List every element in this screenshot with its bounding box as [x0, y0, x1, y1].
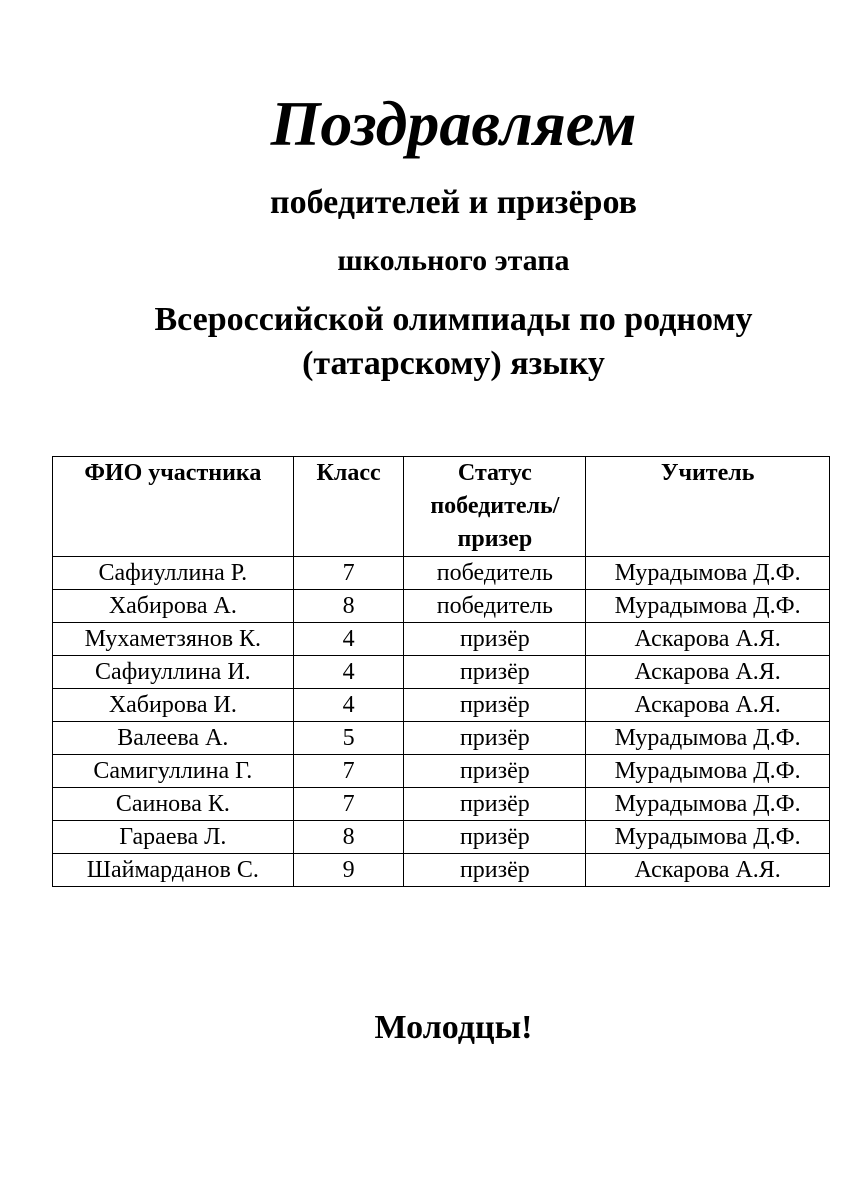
footer-congrats: Молодцы!: [374, 1009, 533, 1046]
header-status-line1: Статус: [457, 460, 532, 486]
table-row: [53, 854, 830, 887]
cell-name: Сафиуллина И.: [53, 656, 294, 689]
cell-teacher: Аскарова А.Я.: [586, 623, 830, 656]
header-teacher: Учитель: [586, 457, 830, 557]
cell-grade: 5: [293, 722, 404, 755]
cell-name: Шаймарданов С.: [53, 854, 294, 887]
cell-status: победитель: [404, 590, 586, 623]
results-table-header: [53, 457, 830, 557]
cell-grade: 8: [293, 590, 404, 623]
cell-status: призёр: [404, 854, 586, 887]
table-row: [53, 557, 830, 590]
header-name: ФИО участника: [53, 457, 294, 557]
cell-name: Саинова К.: [53, 788, 294, 821]
cell-teacher: Мурадымова Д.Ф.: [586, 590, 830, 623]
cell-teacher: Аскарова А.Я.: [586, 689, 830, 722]
cell-grade: 8: [293, 821, 404, 854]
cell-name: Самигуллина Г.: [53, 755, 294, 788]
cell-teacher: Мурадымова Д.Ф.: [586, 557, 830, 590]
cell-teacher: Аскарова А.Я.: [586, 656, 830, 689]
cell-status: призёр: [404, 623, 586, 656]
subtitle-language: (татарскому) языку: [302, 345, 605, 382]
cell-status: призёр: [404, 689, 586, 722]
subtitle-winners: победителей и призёров: [270, 184, 637, 221]
cell-grade: 4: [293, 656, 404, 689]
cell-grade: 7: [293, 755, 404, 788]
cell-grade: 7: [293, 788, 404, 821]
table-row: [53, 755, 830, 788]
page-title: Поздравляем: [270, 88, 637, 159]
cell-teacher: Аскарова А.Я.: [586, 854, 830, 887]
table-row: [53, 656, 830, 689]
header-row: [53, 457, 830, 557]
cell-teacher: Мурадымова Д.Ф.: [586, 755, 830, 788]
cell-name: Мухаметзянов К.: [53, 623, 294, 656]
cell-status: призёр: [404, 722, 586, 755]
cell-teacher: Мурадымова Д.Ф.: [586, 788, 830, 821]
cell-status: победитель: [404, 557, 586, 590]
cell-grade: 4: [293, 623, 404, 656]
header-status-line2: победитель/: [430, 493, 560, 519]
results-table-body: [53, 557, 830, 887]
cell-status: призёр: [404, 788, 586, 821]
cell-teacher: Мурадымова Д.Ф.: [586, 821, 830, 854]
cell-name: Валеева А.: [53, 722, 294, 755]
cell-name: Сафиуллина Р.: [53, 557, 294, 590]
header-grade: Класс: [293, 457, 404, 557]
table-row: [53, 788, 830, 821]
cell-name: Хабирова А.: [53, 590, 294, 623]
cell-name: Гараева Л.: [53, 821, 294, 854]
subtitle-olympiad: Всероссийской олимпиады по родному: [154, 301, 753, 338]
results-table: [52, 456, 830, 887]
cell-status: призёр: [404, 755, 586, 788]
cell-teacher: Мурадымова Д.Ф.: [586, 722, 830, 755]
header-status: [404, 457, 586, 557]
table-row: [53, 623, 830, 656]
table-row: [53, 722, 830, 755]
table-row: [53, 821, 830, 854]
cell-name: Хабирова И.: [53, 689, 294, 722]
table-row: [53, 689, 830, 722]
cell-grade: 9: [293, 854, 404, 887]
header-status-line3: призер: [457, 526, 533, 552]
cell-status: призёр: [404, 821, 586, 854]
subtitle-stage: школьного этапа: [337, 244, 570, 277]
table-row: [53, 590, 830, 623]
cell-status: призёр: [404, 656, 586, 689]
cell-grade: 4: [293, 689, 404, 722]
cell-grade: 7: [293, 557, 404, 590]
